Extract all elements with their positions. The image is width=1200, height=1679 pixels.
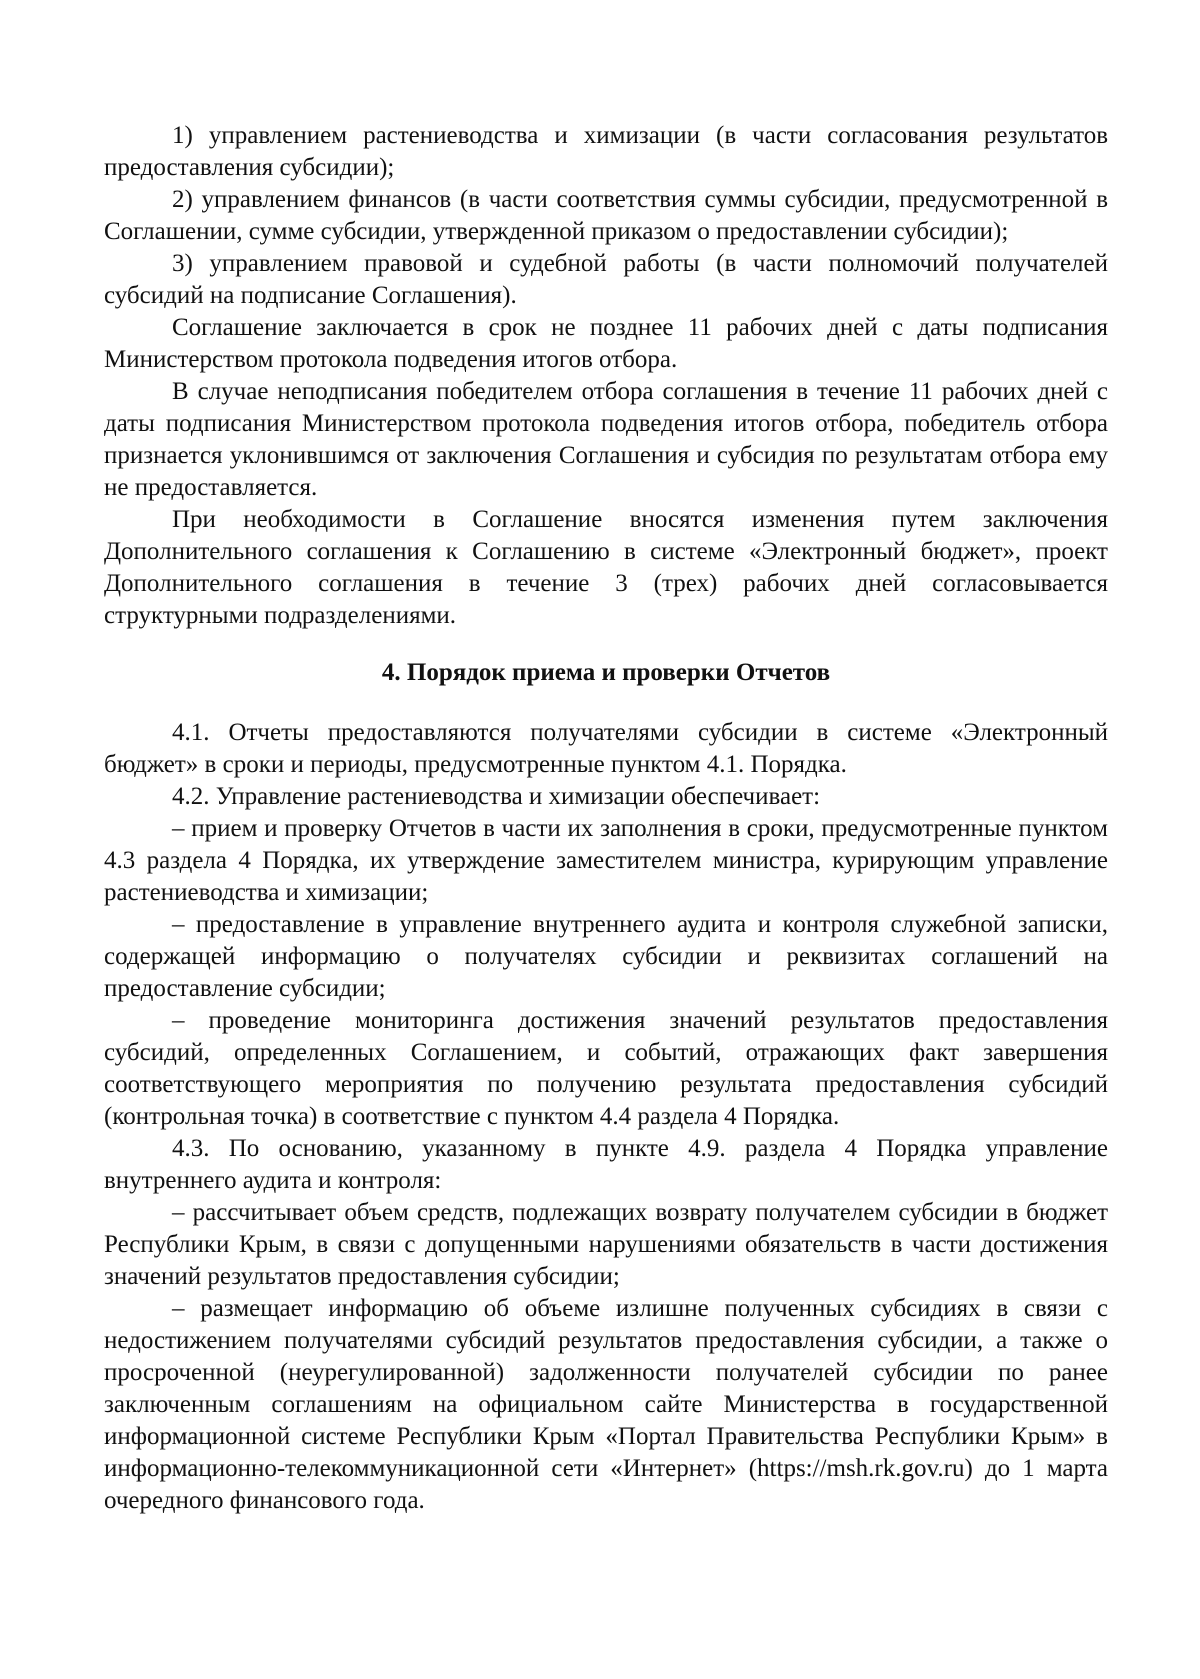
paragraph-item-3-legal-dept: 3) управлением правовой и судебной работы (в части полномочий получателей субсидий на подписание Соглашения). — [104, 250, 1108, 309]
paragraph-item-2-finance-dept: 2) управлением финансов (в части соответствия суммы субсидии, предусмотренной в Соглашении, сумме субсидии, утвержденной приказом о предоставлении субсидии); — [104, 186, 1108, 245]
paragraph-item-1-crop-dept: 1) управлением растениеводства и химизации (в части согласования результатов предоставления субсидии); — [104, 122, 1108, 181]
document-page — [104, 120, 1108, 1517]
paragraph-4-2-item-monitoring: – проведение мониторинга достижения значений результатов предоставления субсидий, определенных Соглашением, и событий, отражающих факт завершения соответствующего мероприятия по получению результата предоставления субсидий (контрольная точка) в соответствие с пунктом 4.4 раздела 4 Порядка. — [104, 1007, 1108, 1130]
paragraph-4-2: 4.2. Управление растениеводства и химизации обеспечивает: — [172, 783, 821, 810]
paragraph-additional-agreement: При необходимости в Соглашение вносятся изменения путем заключения Дополнительного соглашения к Соглашению в системе «Электронный бюджет», проект Дополнительного соглашения в течение 3 (трех) рабочих дней согласовывается структурными подразделениями. — [104, 506, 1108, 629]
paragraph-4-3-item-calculation: – рассчитывает объем средств, подлежащих возврату получателем субсидии в бюджет Республики Крым, в связи с допущенными нарушениями обязательств в части достижения значений результатов предоставления субсидии; — [104, 1199, 1108, 1290]
paragraph-4-3-item-publication: – размещает информацию об объеме излишне полученных субсидиях в связи с недостижением получателями субсидий результатов предоставления субсидии, а также о просроченной (неурегулированной) задолженности получателей субсидии по ранее заключенным соглашениям на официальном сайте Министерства в государственной информационной системе Республики Крым «Портал Правительства Республики Крым» в информационно-телекоммуникационной сети «Интернет» (https://msh.rk.gov.ru) до 1 марта очередного финансового года. — [104, 1295, 1108, 1514]
paragraph-4-3: 4.3. По основанию, указанному в пункте 4.9. раздела 4 Порядка управление внутреннего аудита и контроля: — [104, 1135, 1108, 1194]
paragraph-4-2-item-memo: – предоставление в управление внутреннего аудита и контроля служебной записки, содержащей информацию о получателях субсидии и реквизитах соглашений на предоставление субсидии; — [104, 911, 1108, 1002]
paragraph-unsigned-agreement: В случае неподписания победителем отбора соглашения в течение 11 рабочих дней с даты подписания Министерством протокола подведения итогов отбора, победитель отбора признается уклонившимся от заключения Соглашения и субсидия по результатам отбора ему не предоставляется. — [104, 378, 1108, 501]
paragraph-4-2-item-acceptance: – прием и проверку Отчетов в части их заполнения в сроки, предусмотренные пунктом 4.3 раздела 4 Порядка, их утверждение заместителем министра, курирующим управление растениеводства и химизации; — [104, 815, 1108, 906]
paragraph-4-1: 4.1. Отчеты предоставляются получателями субсидии в системе «Электронный бюджет» в сроки и периоды, предусмотренные пунктом 4.1. Порядка. — [104, 719, 1108, 778]
paragraph-agreement-deadline: Соглашение заключается в срок не позднее 11 рабочих дней с даты подписания Министерством протокола подведения итогов отбора. — [104, 314, 1108, 373]
section-heading: 4. Порядок приема и проверки Отчетов — [381, 659, 831, 686]
